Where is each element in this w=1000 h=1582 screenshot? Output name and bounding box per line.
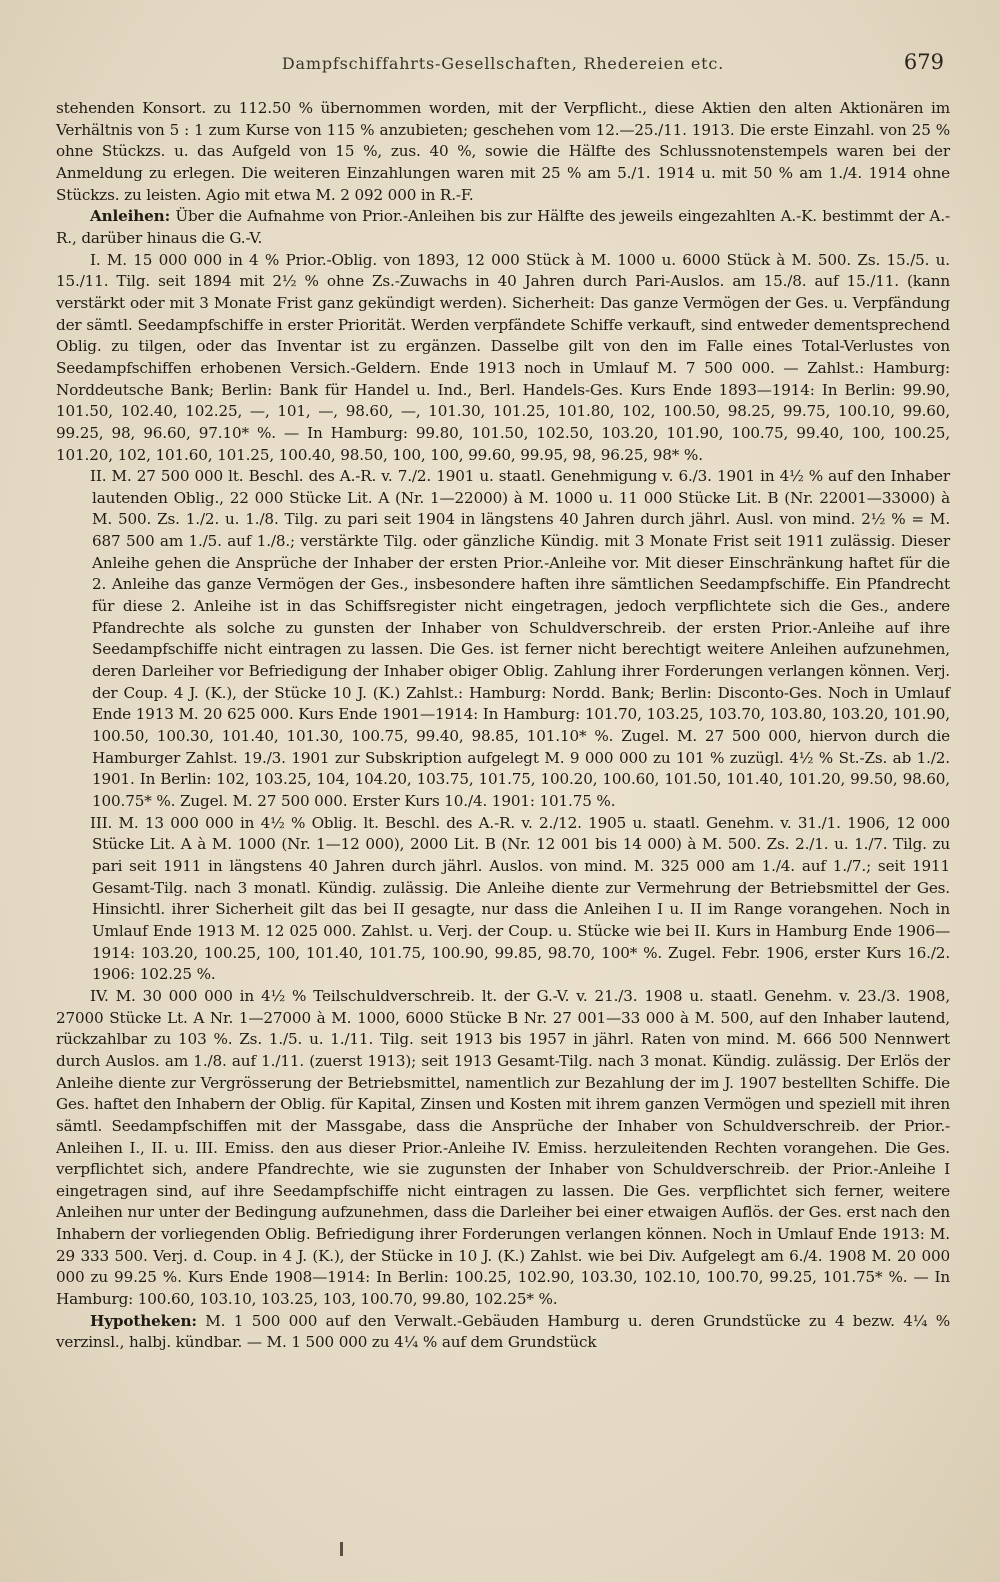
print-mark — [340, 1542, 343, 1556]
paragraph-loan-ii — [56, 466, 950, 813]
paragraph-text: M. 1 500 000 auf den Verwalt.-Gebäuden Hamburg u. deren Grundstücke zu 4 bezw. 4¼ % verzinsl., halbj. kündbar. — M. 1 500 000 zu 4¼ % auf dem Grundstück — [56, 1311, 950, 1352]
paragraph-text: I. M. 15 000 000 in 4 % Prior.-Oblig. von 1893, 12 000 Stück à M. 1000 u. 6000 Stück à M. 500. Zs. 15./5. u. 15./11. Tilg. seit 1894 mit 2½ % ohne Zs.-Zuwachs in 40 Jahren durch Pari-Auslos. am 15./8. auf 15./11. (kann verstärkt oder mit 3 Monate Frist ganz gekündigt werden). Sicherheit: Das ganze Vermögen der Ges. u. Verpfändung der sämtl. Seedampfschiffe in erster Priorität. Werden verpfändete Schiffe verkauft, sind entweder dementsprechend Oblig. zu tilgen, oder das Inventar ist zu ergänzen. Dasselbe gilt von den im Falle eines Total-Verlustes von Seedampfschiffen erhobenen Versich.-Geldern. Ende 1913 noch in Umlauf M. 7 500 000. — Zahlst.: Hamburg: Norddeutsche Bank; Berlin: Bank für Handel u. Ind., Berl. Handels-Ges. Kurs Ende 1893—1914: In Berlin: 99.90, 101.50, 102.40, 102.25, —, 101, —, 98.60, —, 101.30, 101.25, 101.80, 102, 100.50, 98.25, 99.75, 100.10, 99.60, 99.25, 98, 96.60, 97.10* %. — In Hamburg: 99.80, 101.50, 102.50, 103.20, 101.90, 100.75, 99.40, 100, 100.25, 101.20, 102, 101.60, 101.25, 100.40, 98.50, 100, 100, 99.60, 99.95, 98, 96.25, 98* %. — [56, 250, 950, 464]
paragraph-text: stehenden Konsort. zu 112.50 % übernommen worden, mit der Verpflicht., diese Aktien den alten Aktionären im Verhältnis von 5 : 1 zum Kurse von 115 % anzubieten; geschehen vom 12.—25./11. 1913. Die erste Einzahl. von 25 % ohne Stückzs. u. das Aufgeld von 15 %, zus. 40 %, sowie die Hälfte des Schlussnotenstempels waren bei der Anmeldung zu erlegen. Die weiteren Einzahlungen waren mit 25 % am 5./1. 1914 u. mit 50 % am 1./4. 1914 ohne Stückzs. zu leisten. Agio mit etwa M. 2 092 000 in R.-F. — [56, 99, 950, 204]
paragraph-text: IV. M. 30 000 000 in 4½ % Teilschuldverschreib. lt. der G.-V. v. 21./3. 1908 u. staatl. Genehm. v. 23./3. 1908, 27000 Stücke Lt. A Nr. 1—27000 à M. 1000, 6000 Stücke B Nr. 27 001—33 000 à M. 500, auf den Inhaber lautend, rückzahlbar zu 103 %. Zs. 1./5. u. 1./11. Tilg. seit 1913 bis 1957 in jährl. Raten von mind. M. 666 500 Nennwert durch Auslos. am 1./8. auf 1./11. (zuerst 1913); seit 1913 Gesamt-Tilg. nach 3 monat. Kündig. zulässig. Der Erlös der Anleihe diente zur Vergrösserung der Betriebsmittel, namentlich zur Bezahlung der im J. 1907 bestellten Schiffe. Die Ges. haftet den Inhabern der Oblig. für Kapital, Zinsen und Kosten mit ihrem ganzen Vermögen und speziell mit ihren sämtl. Seedampfschiffen mit der Massgabe, dass die Ansprüche der Inhaber von Schuldverschreib. der Prior.-Anleihen I., II. u. III. Emiss. den aus dieser Prior.-Anleihe IV. Emiss. herzuleitenden Rechten vorangehen. Die Ges. verpflichtet sich, andere Pfandrechte, wie sie zugunsten der Inhaber von Schuldverschreib. der Prior.-Anleihe I eingetragen sind, auf ihre Seedampfschiffe nicht eintragen zu lassen. Die Ges. verpflichtet sich ferner, weitere Anleihen nur unter der Bedingung aufzunehmen, dass die Darleiher bei einer etwaigen Auflös. der Ges. erst nach den Inhabern der vorliegenden Oblig. Befriedigung ihrer Forderungen verlangen können. Noch in Umlauf Ende 1913: M. 29 333 500. Verj. d. Coup. in 4 J. (K.), der Stücke in 10 J. (K.) Zahlst. wie bei Div. Aufgelegt am 6./4. 1908 M. 20 000 000 zu 99.25 %. Kurs Ende 1908—1914: In Berlin: 100.25, 102.90, 103.30, 102.10, 100.70, 99.25, 101.75* %. — In Hamburg: 100.60, 103.10, 103.25, 103, 100.70, 99.80, 102.25* %. — [56, 986, 950, 1309]
page-header — [56, 0, 950, 98]
paragraph-loan-i — [56, 250, 950, 467]
paragraph-text: III. M. 13 000 000 in 4½ % Oblig. lt. Beschl. des A.-R. v. 2./12. 1905 u. staatl. Genehm. v. 31./1. 1906, 12 000 Stücke Lit. A à M. 1000 (Nr. 1—12 000), 2000 Lit. B (Nr. 12 001 bis 14 000) à M. 500. Zs. 2./1. u. 1./7. Tilg. zu pari seit 1911 in längstens 40 Jahren durch jährl. Auslos. von mind. M. 325 000 am 1./4. auf 1./7.; seit 1911 Gesamt-Tilg. nach 3 monatl. Kündig. zulässig. Die Anleihe diente zur Vermehrung der Betriebsmittel der Ges. Hinsichtl. ihrer Sicherheit gilt das bei II gesagte, nur dass die Anleihen I u. II im Range vorangehen. Noch in Umlauf Ende 1913 M. 12 025 000. Zahlst. u. Verj. der Coup. u. Stücke wie bei II. Kurs in Hamburg Ende 1906—1914: 103.20, 100.25, 100, 101.40, 101.75, 100.90, 99.85, 98.70, 100* %. Zugel. Febr. 1906, erster Kurs 16./2. 1906: 102.25 %. — [90, 813, 950, 984]
paragraph-text: II. M. 27 500 000 lt. Beschl. des A.-R. v. 7./2. 1901 u. staatl. Genehmigung v. 6./3. 1901 in 4½ % auf den Inhaber lautenden Oblig., 22 000 Stücke Lit. A (Nr. 1—22000) à M. 1000 u. 11 000 Stücke Lit. B (Nr. 22001—33000) à M. 500. Zs. 1./2. u. 1./8. Tilg. zu pari seit 1904 in längstens 40 Jahren durch jährl. Ausl. von mind. 2½ % = M. 687 500 am 1./5. auf 1./8.; verstärkte Tilg. oder gänzliche Kündig. mit 3 Monate Frist seit 1911 zulässig. Dieser Anleihe gehen die Ansprüche der Inhaber der ersten Prior.-Anleihe vor. Mit dieser Einschränkung haftet für die 2. Anleihe das ganze Vermögen der Ges., insbesondere haften ihre sämtlichen Seedampfschiffe. Ein Pfandrecht für diese 2. Anleihe ist in das Schiffsregister nicht eingetragen, jedoch verpflichtete sich die Ges., andere Pfandrechte als solche zu gunsten der Inhaber von Schuldverschreib. der ersten Prior.-Anleihe auf ihre Seedampfschiffe nicht eintragen zu lassen. Die Ges. ist ferner nicht berechtigt weitere Anleihen aufzunehmen, deren Darleiher vor Befriedigung der Inhaber obiger Oblig. Zahlung ihrer Forderungen verlangen können. Verj. der Coup. 4 J. (K.), der Stücke 10 J. (K.) Zahlst.: Hamburg: Nordd. Bank; Berlin: Disconto-Ges. Noch in Umlauf Ende 1913 M. 20 625 000. Kurs Ende 1901—1914: In Hamburg: 101.70, 103.25, 103.70, 103.80, 103.20, 101.90, 100.50, 100.30, 101.40, 101.30, 100.75, 99.40, 98.85, 101.10* %. Zugel. M. 27 500 000, hiervon durch die Hamburger Zahlst. 19./3. 1901 zur Subskription aufgelegt M. 9 000 000 zu 101 % zuzügl. 4½ % St.-Zs. ab 1./2. 1901. In Berlin: 102, 103.25, 104, 104.20, 103.75, 101.75, 100.20, 100.60, 101.50, 101.40, 101.20, 99.50, 98.60, 100.75* %. Zugel. M. 27 500 000. Erster Kurs 10./4. 1901: 101.75 %. — [90, 467, 950, 810]
running-head: Dampfschiffahrts-Gesellschaften, Rhedereien etc. — [281, 54, 725, 73]
paragraph-text: Über die Aufnahme von Prior.-Anleihen bis zur Hälfte des jeweils eingezahlten A.-K. bestimmt der A.-R., darüber hinaus die G.-V. — [56, 207, 950, 247]
paragraph-hypotheken — [56, 1311, 950, 1354]
page-number: 679 — [903, 50, 944, 74]
paragraph-loan-iii — [56, 813, 950, 986]
paragraph-loan-iv — [56, 986, 950, 1311]
paragraph-continuation — [56, 98, 950, 206]
body-text — [56, 98, 950, 1354]
paragraph-anleihen — [56, 206, 950, 249]
section-lead-anleihen: Anleihen: — [90, 207, 171, 226]
section-lead-hypotheken: Hypotheken: — [90, 1311, 197, 1330]
